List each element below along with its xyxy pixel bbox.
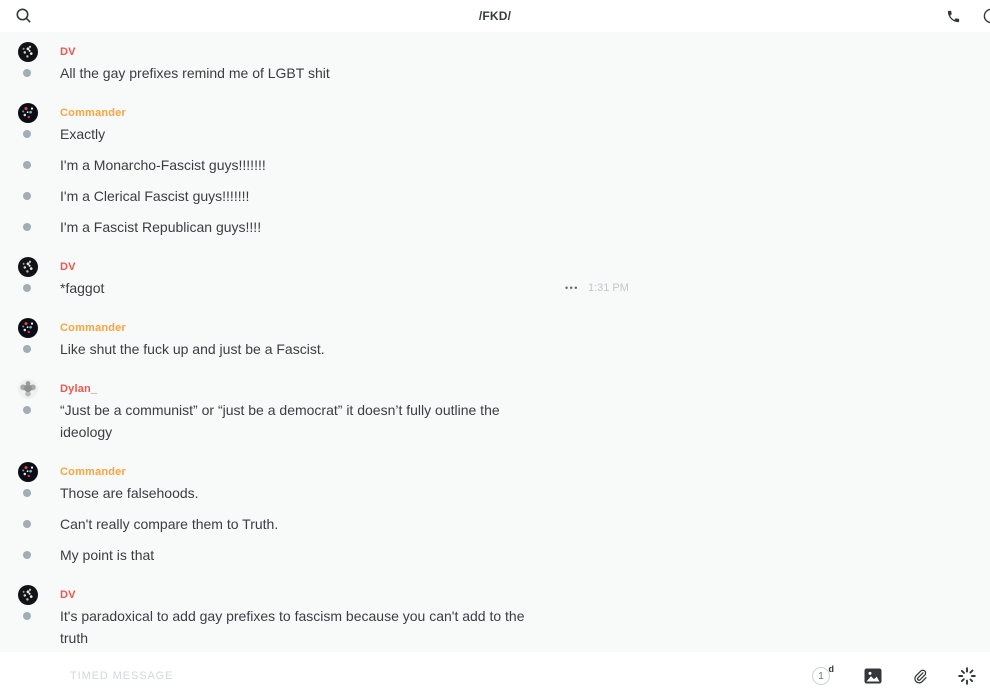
message-status-dot-icon xyxy=(23,551,31,559)
message-text: Those are falsehoods. xyxy=(60,485,199,501)
sender-name[interactable]: DV xyxy=(60,261,76,273)
message-status-dot-icon xyxy=(23,161,31,169)
message-status-dot-icon xyxy=(23,223,31,231)
timer-unit: d xyxy=(828,664,834,674)
ping-icon[interactable] xyxy=(958,667,976,685)
message-group xyxy=(0,257,990,299)
message-menu-icon[interactable]: ••• xyxy=(565,282,579,293)
message-timestamp: 1:31 PM xyxy=(587,282,629,294)
message xyxy=(0,513,990,535)
message-text: I'm a Monarcho-Fascist guys!!!!!!! xyxy=(60,157,266,173)
info-icon[interactable] xyxy=(982,7,990,25)
commander-avatar[interactable] xyxy=(18,103,38,123)
sender-name[interactable]: Commander xyxy=(60,107,126,119)
message-status-dot-icon xyxy=(23,406,31,414)
message-input[interactable] xyxy=(68,652,812,700)
commander-avatar[interactable] xyxy=(18,462,38,482)
dv-avatar[interactable] xyxy=(18,585,38,605)
timer-value: 1 xyxy=(812,667,830,685)
message xyxy=(0,544,990,566)
message-text: All the gay prefixes remind me of LGBT shit xyxy=(60,65,330,81)
message-group-header xyxy=(0,42,990,62)
dv-avatar[interactable] xyxy=(18,257,38,277)
message-status-dot-icon xyxy=(23,69,31,77)
sender-name[interactable]: DV xyxy=(60,46,76,58)
message-group-header xyxy=(0,318,990,338)
topbar xyxy=(0,0,990,32)
message-status-dot-icon xyxy=(23,284,31,292)
sender-name[interactable]: Dylan_ xyxy=(60,383,98,395)
message-group xyxy=(0,42,990,84)
message xyxy=(0,482,990,504)
message-group-header xyxy=(0,257,990,277)
message xyxy=(0,216,990,238)
message xyxy=(0,185,990,207)
sender-name[interactable]: Commander xyxy=(60,466,126,478)
message-text: Can't really compare them to Truth. xyxy=(60,516,279,532)
commander-avatar[interactable] xyxy=(18,318,38,338)
message-status-dot-icon xyxy=(23,489,31,497)
message xyxy=(0,605,990,649)
message-text: Exactly xyxy=(60,126,106,142)
message xyxy=(0,123,990,145)
message-status-dot-icon xyxy=(23,130,31,138)
ephemeral-timer-icon[interactable] xyxy=(812,665,834,687)
message-text: I'm a Fascist Republican guys!!!! xyxy=(60,219,262,235)
message-group xyxy=(0,462,990,566)
message-text: I'm a Clerical Fascist guys!!!!!!! xyxy=(60,188,250,204)
message-text: “Just be a communist” or “just be a democrat” it doesn’t fully outline the ideology xyxy=(60,402,500,440)
message-group-header xyxy=(0,585,990,605)
message-status-dot-icon xyxy=(23,612,31,620)
topbar-actions xyxy=(944,0,990,32)
phone-icon[interactable] xyxy=(944,7,962,25)
message-text: It's paradoxical to add gay prefixes to fascism because you can't add to the truth xyxy=(60,608,525,646)
message-group xyxy=(0,379,990,443)
message-group xyxy=(0,103,990,238)
message xyxy=(0,399,990,443)
message-group-header xyxy=(0,462,990,482)
composer-bar xyxy=(0,652,990,700)
message xyxy=(0,277,990,299)
message-group-header xyxy=(0,103,990,123)
message-text: My point is that xyxy=(60,547,155,563)
paperclip-icon[interactable] xyxy=(912,668,928,685)
message-status-dot-icon xyxy=(23,520,31,528)
composer-actions xyxy=(812,665,990,687)
image-icon[interactable] xyxy=(864,668,882,684)
message-text: Like shut the fuck up and just be a Fascist. xyxy=(60,341,325,357)
message xyxy=(0,62,990,84)
dylan-avatar[interactable] xyxy=(18,379,38,399)
message-group xyxy=(0,318,990,360)
message-list xyxy=(0,32,990,652)
message xyxy=(0,154,990,176)
message-group xyxy=(0,585,990,649)
sender-name[interactable]: DV xyxy=(60,589,76,601)
sender-name[interactable]: Commander xyxy=(60,322,126,334)
dv-avatar[interactable] xyxy=(18,42,38,62)
message-meta xyxy=(565,277,629,299)
message-group-header xyxy=(0,379,990,399)
message-status-dot-icon xyxy=(23,345,31,353)
search-icon[interactable] xyxy=(12,4,36,28)
message-text: *faggot xyxy=(60,280,105,296)
message-status-dot-icon xyxy=(23,192,31,200)
message xyxy=(0,338,990,360)
conversation-title: /FKD/ xyxy=(478,9,512,23)
